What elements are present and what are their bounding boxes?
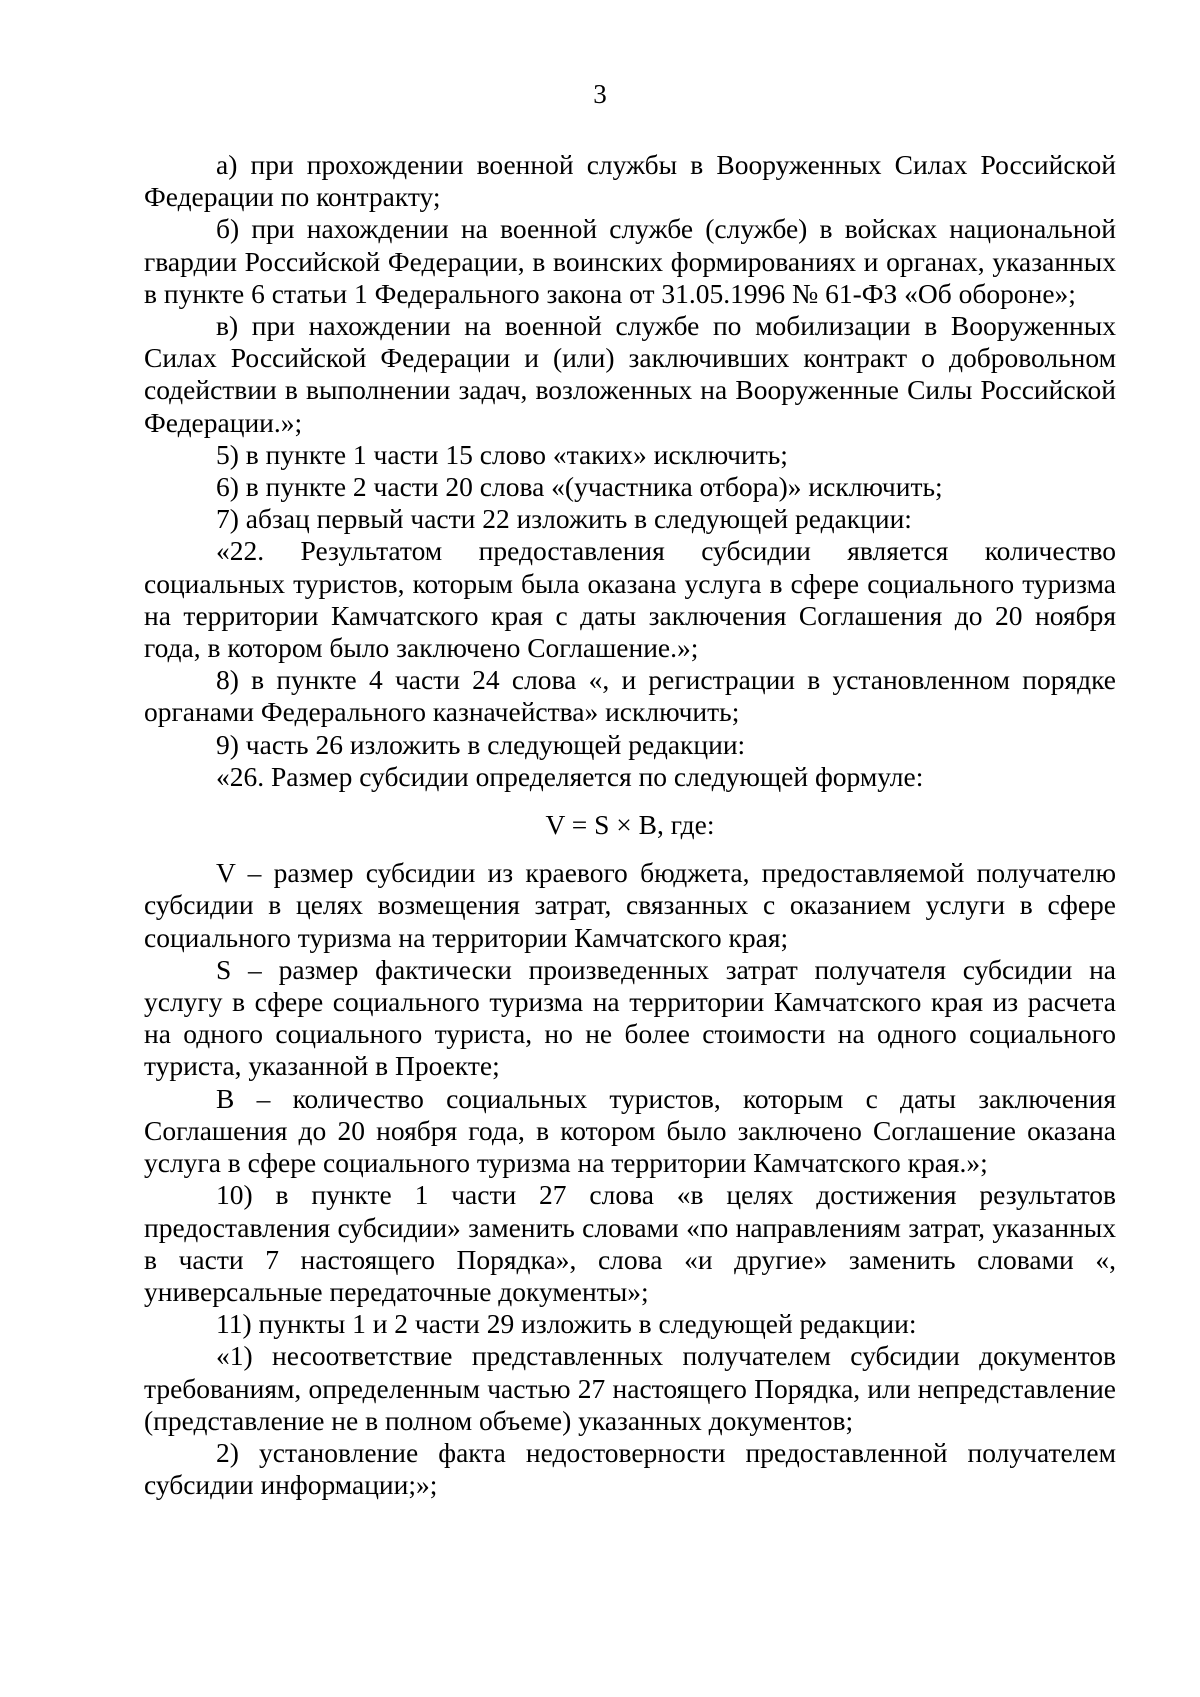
paragraph-amendment-5: 5) в пункте 1 части 15 слово «таких» исключить; <box>216 438 788 470</box>
paragraph-amendment-6: 6) в пункте 2 части 20 слова «(участника отбора)» исключить; <box>216 471 943 503</box>
paragraph-definition-s: S – размер фактически произведенных затрат получателя субсидии на услугу в сфере социального туризма на территории Камчатского края из расчета на одного социального туриста, но не более стоимости на одного социального туриста, указанной в Проекте; <box>144 953 1116 1082</box>
paragraph-amendment-10: 10) в пункте 1 части 27 слова «в целях достижения результатов предоставления субсидии» заменить словами «по направлениям затрат, указанных в части 7 настоящего Порядка», слова «и другие» заменить словами «, универсальные передаточные документы»; <box>144 1179 1116 1307</box>
page-number: 3 <box>593 79 607 109</box>
paragraph-amendment-8: 8) в пункте 4 части 24 слова «, и регистрации в установленном порядке органами Федерального казначейства» исключить; <box>144 664 1116 728</box>
paragraph-definition-v: V – размер субсидии из краевого бюджета, предоставляемой получателю субсидии в целях возмещения затрат, связанных с оказанием услуги в сфере социального туризма на территории Камчатского края; <box>144 857 1116 953</box>
paragraph-amendment-9: 9) часть 26 изложить в следующей редакции: <box>216 728 746 760</box>
paragraph-item-v: в) при нахождении на военной службе по мобилизации в Вооруженных Силах Российской Федерации и (или) заключивших контракт о добровольном содействии в выполнении задач, возложенных на Вооруженные Силы Российской Федерации.»; <box>144 310 1116 438</box>
paragraph-item-1: «1) несоответствие представленных получателем субсидии документов требованиям, определенным частью 27 настоящего Порядка, или непредставление (представление не в полном объеме) указанных документов; <box>144 1340 1116 1436</box>
paragraph-amendment-7: 7) абзац первый части 22 изложить в следующей редакции: <box>216 503 912 535</box>
paragraph-amendment-11: 11) пункты 1 и 2 части 29 изложить в следующей редакции: <box>216 1308 917 1340</box>
paragraph-part-22: «22. Результатом предоставления субсидии является количество социальных туристов, которым была оказана услуга в сфере социального туризма на территории Камчатского края с даты заключения Соглашения до 20 ноября года, в котором было заключено Соглашение.»; <box>144 535 1116 664</box>
paragraph-part-26: «26. Размер субсидии определяется по следующей формуле: <box>216 760 924 792</box>
formula: V = S × B, где: <box>545 809 715 841</box>
paragraph-definition-b: B – количество социальных туристов, которым с даты заключения Соглашения до 20 ноября года, в котором было заключено Соглашение оказана услуга в сфере социального туризма на территории Камчатского края.»; <box>144 1082 1116 1179</box>
paragraph-item-b: б) при нахождении на военной службе (службе) в войсках национальной гвардии Российской Федерации, в воинских формированиях и органах, указанных в пункте 6 статьи 1 Федерального закона от 31.05.1996 № 61-ФЗ «Об обороне»; <box>144 213 1116 309</box>
paragraph-item-a: а) при прохождении военной службы в Вооруженных Силах Российской Федерации по контракту; <box>144 149 1116 213</box>
document-body <box>144 149 1116 1501</box>
paragraph-item-2: 2) установление факта недостоверности предоставленной получателем субсидии информации;»; <box>144 1436 1116 1501</box>
